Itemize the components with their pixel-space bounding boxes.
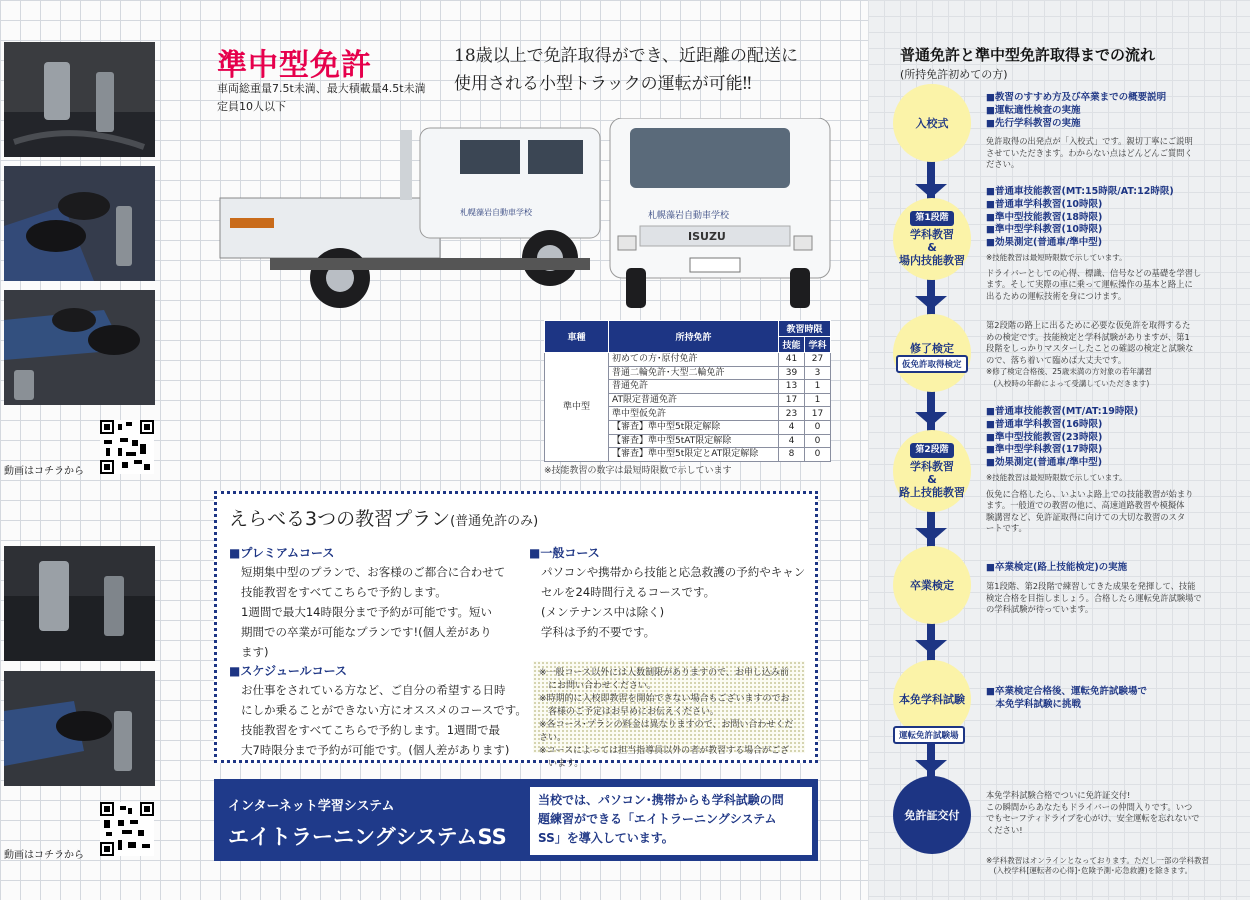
photo-pedals-2 xyxy=(4,166,155,281)
plans-box xyxy=(214,491,818,769)
step1-desc xyxy=(986,136,1214,171)
step-item: ■普通車技能教習(MT/AT:19時限) xyxy=(986,406,1139,417)
step6-items xyxy=(986,686,1147,712)
step-desc-line: 段階をしっかりマスターしたことの確認の検定と試験な xyxy=(986,343,1194,354)
step-desc-line: 出るための運転技術を身につけます。 xyxy=(986,290,1127,301)
caution-line: 客様のご予定はお早めにお伝えください。 xyxy=(539,707,720,717)
step-circle-label: 場内技能教習 xyxy=(899,254,965,267)
skill-cell: 4 xyxy=(779,420,805,434)
step-circle-label: 入校式 xyxy=(915,116,949,130)
spec-weight: 車両総重量7.5t未満、最大積載量4.5t未満 xyxy=(217,82,426,95)
schedule-title-text: スケジュールコース xyxy=(240,664,348,678)
step-circle-label: 学科教習 xyxy=(910,460,954,473)
banner-info-box xyxy=(530,787,812,855)
banner-box-line: 題練習ができる「エイトラーニングシステム xyxy=(538,812,777,826)
step2-items xyxy=(986,186,1174,250)
caution-line: ※一般コース以外には人数制限がありますので、お申し込み前 xyxy=(539,668,789,678)
provisional-exam-tag: 仮免許取得検定 xyxy=(896,355,968,373)
general-title-text: 一般コース xyxy=(540,546,600,560)
step-desc-line: ※修了検定合格後、25歳未満の方対象の若年講習 xyxy=(986,367,1152,377)
skill-cell: 4 xyxy=(779,434,805,448)
skill-cell: 8 xyxy=(779,448,805,462)
lead-line-1: 18歳以上で免許取得ができ、近距離の配送に xyxy=(454,46,798,66)
step-item: ■卒業検定(路上技能検定)の実施 xyxy=(986,562,1128,573)
step-item: ■卒業検定合格後、運転免許試験場で xyxy=(986,686,1147,697)
step-circle-license-issue xyxy=(893,776,971,854)
step-desc-line: の学科試験が待っています。 xyxy=(986,604,1094,615)
held-cell: 初めての方･原付免許 xyxy=(609,353,779,367)
col-type: 車種 xyxy=(545,321,609,353)
step-desc-line: 免許取得の出発点が「入校式」です。親切丁寧にご説明 xyxy=(986,136,1193,146)
banner-line-1: インターネット学習システム xyxy=(228,799,395,814)
step5-desc xyxy=(986,581,1214,616)
theory-cell: 0 xyxy=(805,420,831,434)
col-held: 所持免許 xyxy=(609,321,779,353)
step-desc-line: 本免学科試験合格でついに免許証交付! xyxy=(986,790,1131,800)
step-item: ■教習のすすめ方及び卒業までの概要説明 xyxy=(986,92,1167,103)
held-cell: 普通免許 xyxy=(609,380,779,394)
arrow-icon xyxy=(915,412,947,426)
arrow-icon xyxy=(915,760,947,774)
theory-cell: 0 xyxy=(805,434,831,448)
premium-line: ます) xyxy=(241,645,269,659)
premium-course-title: ■プレミアムコース xyxy=(229,546,335,560)
arrow-icon xyxy=(915,640,947,654)
step-desc-line: ドライバーとしての心得、標識、信号などの基礎を学習し xyxy=(986,267,1202,278)
step-circle-label: 免許証交付 xyxy=(904,808,960,822)
caution-line: います。 xyxy=(539,759,584,769)
general-line: パソコンや携帯から技能と応急救護の予約やキャン xyxy=(541,565,806,579)
caution-line: ※時期的に入校即教習を開始できない場合もございますのでお xyxy=(539,694,790,704)
banner-box-line: 当校では、パソコン･携帯からも学科試験の問 xyxy=(538,793,784,807)
schedule-line: 技能教習をすべてこちらで予約します。1週間で最 xyxy=(241,723,501,737)
qr-label-2: 動画はコチラから xyxy=(4,850,84,861)
skill-cell: 41 xyxy=(779,353,805,367)
skill-cell: 23 xyxy=(779,407,805,421)
general-line: セルを24時間行えるコースです。 xyxy=(541,585,716,599)
spec-capacity: 定員10人以下 xyxy=(217,100,286,113)
step-desc-line: 第1段階、第2段階で練習してきた成果を発揮して、技能 xyxy=(986,581,1196,591)
premium-line: 1週間で最大14時限分まで予約が可能です。短い xyxy=(241,605,493,619)
arrow-icon xyxy=(915,528,947,542)
step-item: ■普通車学科教習(16時限) xyxy=(986,418,1103,430)
photo-pedals-5 xyxy=(4,671,155,786)
general-line: (メンテナンス中は除く) xyxy=(541,605,665,619)
step-desc-line: (入校時の年齢によって受講していただきます) xyxy=(986,378,1150,388)
skill-cell: 13 xyxy=(779,380,805,394)
plans-heading-main: えらべる3つの教習プラン xyxy=(229,508,451,530)
step-note: ※技能教習は最短時限数で示しています。 xyxy=(986,473,1127,482)
step-circle-label: 路上技能教習 xyxy=(899,486,965,499)
step-circle-stage2 xyxy=(893,430,971,512)
theory-cell: 17 xyxy=(805,407,831,421)
flow-title: 普通免許と準中型免許取得までの流れ xyxy=(900,46,1156,64)
step7-desc xyxy=(986,790,1214,836)
qr-code-1[interactable] xyxy=(100,420,154,474)
door-text-1: 札幌藻岩自動車学校 xyxy=(460,208,532,217)
held-cell: 準中型仮免許 xyxy=(609,407,779,421)
step-desc-line: めの検定です。技能検定と学科試験がありますが、第1 xyxy=(986,331,1190,342)
step-item: ■先行学科教習の実施 xyxy=(986,117,1081,129)
schedule-line: にしか乗ることができない方にオススメのコースです。 xyxy=(241,703,527,717)
step-note: ※技能教習は最短時限数で示しています。 xyxy=(986,253,1127,262)
license-hours-table xyxy=(544,320,831,462)
schedule-line: お仕事をされている方など、ご自分の希望する日時 xyxy=(241,683,506,697)
footnote-line: (入校学科[運転者の心得]･危険予測･応急救護)を除きます。 xyxy=(986,866,1193,875)
license-specs xyxy=(217,80,426,116)
theory-cell: 1 xyxy=(805,380,831,394)
theory-cell: 1 xyxy=(805,393,831,407)
photo-pedals-3 xyxy=(4,290,155,405)
step-item: ■普通車学科教習(10時限) xyxy=(986,198,1103,210)
step-circle-label: & xyxy=(927,473,937,486)
plans-heading-sub: (普通免許のみ) xyxy=(450,514,539,529)
page-title: 準中型免許 xyxy=(217,48,372,83)
cautions-box xyxy=(533,661,805,769)
step-item: 本免学科試験に挑戦 xyxy=(986,698,1082,710)
step-desc-line: させていただきます。わからない点はどんどんご質問く xyxy=(986,147,1193,158)
table-row xyxy=(545,353,831,367)
stage2-badge: 第2段階 xyxy=(910,443,953,458)
step-circle-label: 本免学科試験 xyxy=(899,692,965,706)
step2-desc xyxy=(986,252,1214,302)
premium-line: 短期集中型のプランで、お客様のご都合に合わせて xyxy=(241,565,506,579)
plans-heading xyxy=(229,504,538,531)
schedule-course-title: ■スケジュールコース xyxy=(229,664,348,678)
step4-desc xyxy=(986,472,1214,535)
general-course-body xyxy=(541,562,813,642)
general-course-title: ■一般コース xyxy=(529,546,600,560)
step-circle-label: 学科教習 xyxy=(910,228,954,241)
arrow-icon xyxy=(915,184,947,198)
general-line: 学科は予約不要です。 xyxy=(541,625,656,639)
col-theory: 学科 xyxy=(805,337,831,353)
test-center-tag: 運転免許試験場 xyxy=(893,726,965,744)
e-learning-banner xyxy=(214,779,818,861)
stage1-badge: 第1段階 xyxy=(910,211,953,226)
step-item: ■準中型学科教習(17時限) xyxy=(986,444,1103,456)
qr-code-2[interactable] xyxy=(100,802,154,856)
caution-line: ※コースによっては担当指導員以外の者が教習する場合がござ xyxy=(539,746,790,756)
door-text-2: 札幌藻岩自動車学校 xyxy=(648,211,730,221)
caution-line: にお問い合わせください。 xyxy=(539,681,657,691)
schedule-line: 大7時限分まで予約が可能です。(個人差があります) xyxy=(241,743,510,757)
schedule-course-body xyxy=(241,680,531,760)
lead-text xyxy=(454,42,854,98)
step-desc-line: ます。一般道での教習の他に、高速道路教習や模擬体 xyxy=(986,500,1185,511)
step-desc-line: ます。そして実際の車に乗って運転操作の基本と路上に xyxy=(986,279,1193,290)
col-hours: 教習時限 xyxy=(779,321,831,337)
grille-brand: ISUZU xyxy=(688,230,726,243)
held-cell: 【審査】準中型5t限定解除 xyxy=(609,420,779,434)
step5-items xyxy=(986,562,1127,575)
qr-label-1: 動画はコチラから xyxy=(4,466,84,477)
step-item: ■普通車技能教習(MT:15時限/AT:12時限) xyxy=(986,186,1174,197)
step-circle-label: & xyxy=(927,241,937,254)
step-desc-line: ださい。 xyxy=(986,159,1020,170)
step-circle-stage1 xyxy=(893,198,971,280)
step-desc-line: でもセーフティドライブを心がけ、安全運転を忘れないで xyxy=(986,813,1200,824)
flow-subtitle: (所持免許初めての方) xyxy=(900,68,1008,81)
step3-desc xyxy=(986,320,1214,390)
step-circle-enrollment xyxy=(893,84,971,162)
type-cell: 準中型 xyxy=(545,353,609,462)
footnote-line: ※学科教習はオンラインとなっております。ただし一部の学科教習 xyxy=(986,856,1209,865)
banner-box-line: SS」を導入しています。 xyxy=(538,831,674,845)
step1-items xyxy=(986,92,1166,130)
step-desc-line: この瞬間からあなたもドライバーの仲間入りです。いつ xyxy=(986,801,1193,812)
step-circle-graduation xyxy=(893,546,971,624)
skill-cell: 17 xyxy=(779,393,805,407)
step-desc-line: ので、落ち着いて臨めば大丈夫です。 xyxy=(986,354,1127,365)
step4-items xyxy=(986,406,1138,470)
step-item: ■効果測定(普通車/準中型) xyxy=(986,237,1103,249)
arrow-icon xyxy=(915,296,947,310)
step-item: ■準中型技能教習(18時限) xyxy=(986,211,1103,223)
theory-cell: 0 xyxy=(805,448,831,462)
step-circle-label: 卒業検定 xyxy=(910,578,954,592)
step-desc-line: ください! xyxy=(986,824,1023,835)
step-item: ■運転適性検査の実施 xyxy=(986,104,1081,116)
step-circle-label: 修了検定 xyxy=(910,341,954,355)
col-skill: 技能 xyxy=(779,337,805,353)
step-item: ■準中型技能教習(23時限) xyxy=(986,431,1103,443)
held-cell: 【審査】準中型5t限定とAT限定解除 xyxy=(609,448,779,462)
banner-line-2: エイトラーニングシステムSS xyxy=(228,825,507,849)
held-cell: 普通二輪免許･大型二輪免許 xyxy=(609,366,779,380)
step-desc-line: 第2段階の路上に出るために必要な仮免許を取得するた xyxy=(986,320,1191,330)
premium-line: 技能教習をすべてこちらで予約します。 xyxy=(241,585,447,599)
held-cell: 【審査】準中型5tAT限定解除 xyxy=(609,434,779,448)
step-circle-midterm xyxy=(893,314,971,392)
photo-pedals-1 xyxy=(4,42,155,157)
table-note: ※技能教習の数字は最短時限数で示しています xyxy=(544,466,732,476)
caution-line: ※各コース･プランの料金は異なりますので、お問い合わせください。 xyxy=(539,720,794,743)
photo-pedals-4 xyxy=(4,546,155,661)
lead-line-2: 使用される小型トラックの運転が可能‼ xyxy=(454,74,752,94)
step-item: ■準中型学科教習(10時限) xyxy=(986,224,1103,236)
truck-illustration xyxy=(210,118,850,318)
step-desc-line: 検定合格を目指しましょう。合格したら運転免許試験場で xyxy=(986,592,1202,603)
premium-title-text: プレミアムコース xyxy=(240,546,335,560)
flow-footnote xyxy=(986,856,1214,876)
premium-line: 期間での卒業が可能なプランです!(個人差があり xyxy=(241,625,492,639)
theory-cell: 27 xyxy=(805,353,831,367)
held-cell: AT限定普通免許 xyxy=(609,393,779,407)
premium-course-body xyxy=(241,562,531,662)
step-item: ■効果測定(普通車/準中型) xyxy=(986,457,1103,469)
step-desc-line: 仮免に合格したら、いよいよ路上での技能教習が始まり xyxy=(986,488,1194,499)
step-desc-line: ートです。 xyxy=(986,523,1027,534)
skill-cell: 39 xyxy=(779,366,805,380)
step-desc-line: 験講習など、免許証取得に向けての大切な教習のスタ xyxy=(986,511,1186,522)
theory-cell: 3 xyxy=(805,366,831,380)
